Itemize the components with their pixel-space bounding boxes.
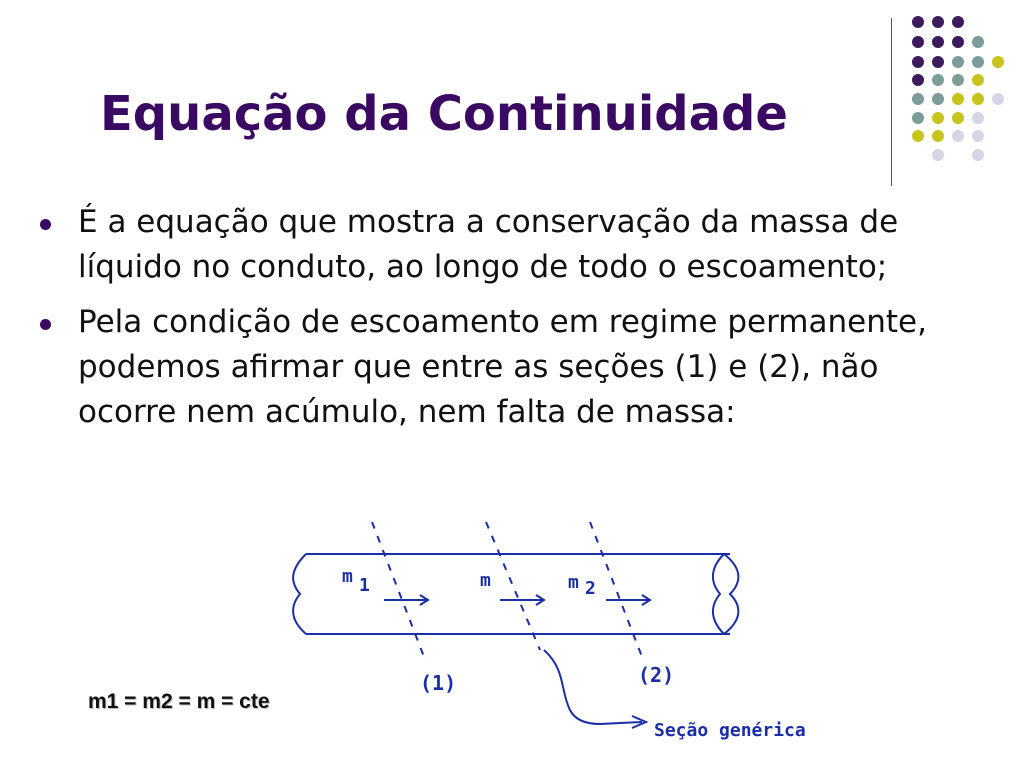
mass-label-2-base: m xyxy=(568,572,579,593)
pipe-flow-diagram xyxy=(270,510,850,750)
vertical-divider xyxy=(891,18,892,186)
dot-row-3 xyxy=(912,56,1004,68)
dot-row-8 xyxy=(932,149,984,161)
dot-row-2 xyxy=(912,36,984,48)
pipe-right-end-outer xyxy=(724,554,738,634)
dot-row-5 xyxy=(912,93,1004,105)
section-line-2 xyxy=(590,522,644,662)
bullet-text: É a equação que mostra a conservação da massa de líquido no conduto, ao longo de todo o escoamento; xyxy=(78,204,899,285)
bullet-item xyxy=(40,300,960,435)
dot-row-1 xyxy=(912,16,964,28)
dot-row-6 xyxy=(912,112,984,124)
mass-label-1-sub: 1 xyxy=(359,575,370,596)
generic-section-label: Seção genérica xyxy=(654,720,806,741)
pipe-right-end xyxy=(713,554,724,634)
slide-title: Equação da Continuidade xyxy=(100,86,788,142)
bullet-list xyxy=(40,200,960,445)
dot-row-7 xyxy=(912,130,984,142)
mass-label-mid: m xyxy=(480,570,491,591)
mass-label-2-sub: 2 xyxy=(585,578,596,599)
bullet-item xyxy=(40,200,960,290)
dot-row-4 xyxy=(912,74,984,86)
bullet-dot-icon xyxy=(40,219,51,230)
bullet-dot-icon xyxy=(40,319,51,330)
bullet-text: Pela condição de escoamento em regime permanente, podemos afirmar que entre as seções (1) e (2), não ocorre nem acúmulo, nem falta de massa: xyxy=(78,304,927,430)
pipe-left-end xyxy=(293,554,306,634)
mass-label-1-base: m xyxy=(342,566,353,587)
continuity-equation: m1 = m2 = m = cte xyxy=(88,690,270,713)
section-label-2: (2) xyxy=(638,663,675,687)
section-line-generic xyxy=(486,522,540,650)
section-line-1 xyxy=(372,522,426,662)
generic-section-leader xyxy=(544,650,642,724)
section-label-1: (1) xyxy=(420,671,457,695)
